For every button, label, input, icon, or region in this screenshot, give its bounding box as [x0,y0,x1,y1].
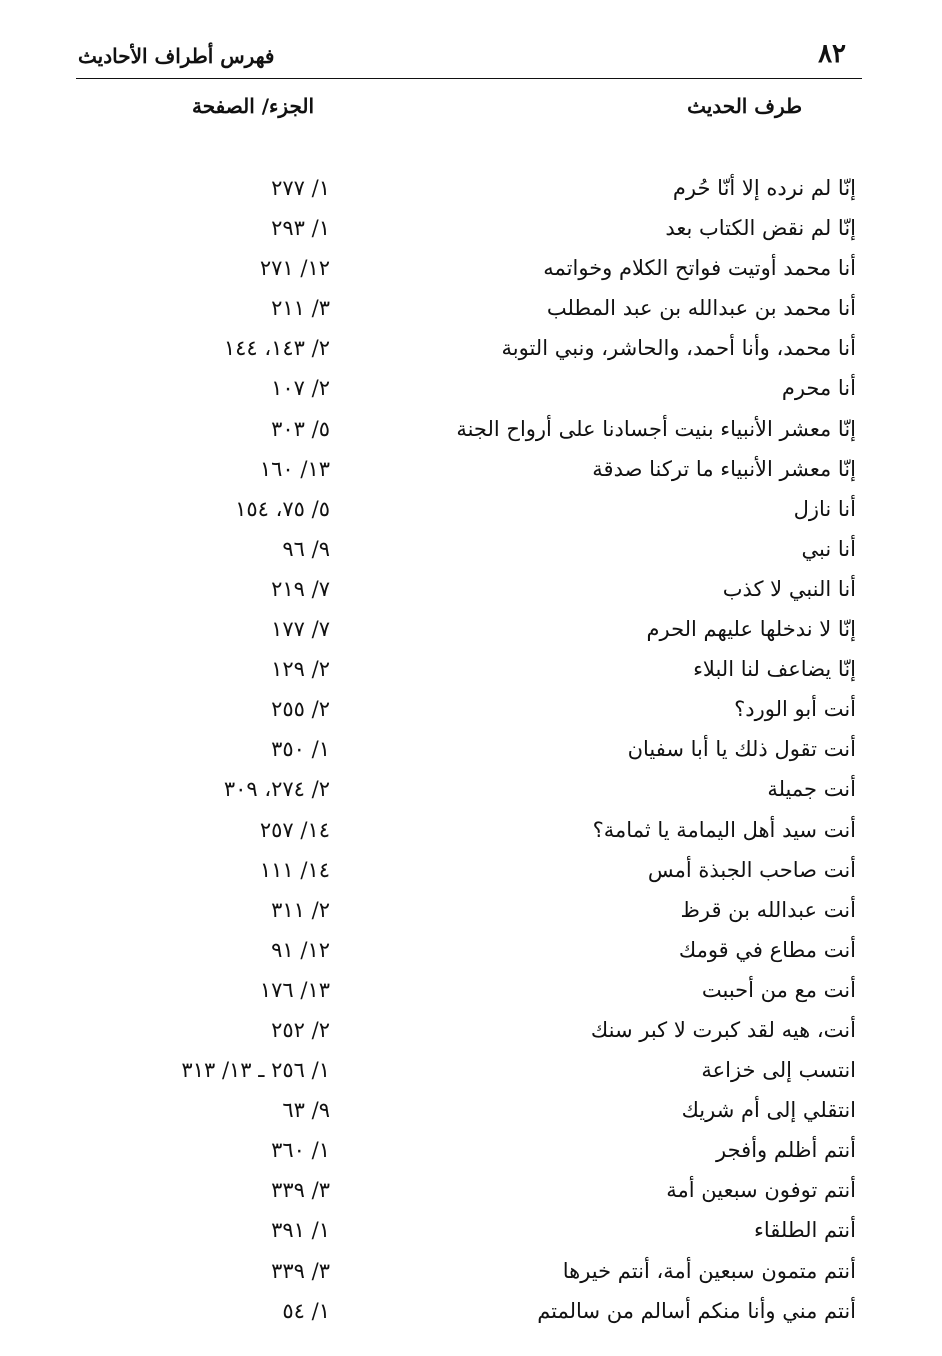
hadith-incipit: أنا محرم [781,376,856,401]
index-entry [0,769,942,809]
index-entry [0,609,942,649]
hadith-incipit: أنت عبدالله بن قرظ [680,897,856,922]
index-entry [0,1210,942,1250]
volume-page-reference: ٧/ ١٧٧ [271,617,330,642]
volume-page-reference: ٢/ ١٠٧ [271,376,330,401]
volume-page-reference: ١/ ٣٩١ [271,1218,330,1243]
index-entry [0,930,942,970]
index-entry [0,850,942,890]
hadith-incipit: إنّا لم نقض الكتاب بعد [665,216,856,241]
header-rule [76,78,862,79]
volume-page-reference: ٢/ ١٤٣، ١٤٤ [223,336,330,361]
index-entry [0,1010,942,1050]
index-entry [0,288,942,328]
hadith-incipit: أنت مطاع في قومك [678,937,856,962]
volume-page-reference: ١/ ٢٧٧ [271,176,330,200]
hadith-incipit: أنا محمد بن عبدالله بن عبد المطلب [546,296,856,321]
volume-page-reference: ١٤/ ١١١ [259,857,330,882]
hadith-incipit: انتقلي إلى أم شريك [681,1098,856,1123]
volume-page-reference: ٩/ ٩٦ [282,536,330,561]
page-number: ٨٢ [818,39,846,69]
hadith-incipit: أنتم توفون سبعين أمة [666,1178,856,1203]
hadith-incipit: أنا نازل [793,496,856,521]
index-entry [0,649,942,689]
volume-page-reference: ٢/ ٢٥٥ [271,697,330,722]
hadith-incipit: أنا نبي [801,536,856,561]
index-entry [0,1090,942,1130]
running-head [78,38,846,78]
hadith-incipit: أنت تقول ذلك يا أبا سفيان [627,737,856,762]
volume-page-reference: ١٤/ ٢٥٧ [259,817,330,842]
index-entry [0,890,942,930]
volume-page-reference: ١٢/ ٢٧١ [259,256,330,281]
volume-page-reference: ١٣/ ١٧٦ [259,977,330,1002]
volume-page-reference: ٥/ ٣٠٣ [271,416,330,441]
hadith-incipit: أنتم مني وأنا منكم أسالم من سالمتم [537,1298,856,1323]
hadith-incipit: أنت، هيه لقد كبرت لا كبر سنك [590,1017,856,1042]
hadith-incipit: إنّا معشر الأنبياء بنيت أجسادنا على أرواح الجنة [456,416,856,441]
volume-page-reference: ١٣/ ١٦٠ [259,456,330,481]
volume-page-reference: ١/ ٣٦٠ [271,1138,330,1163]
index-entry [0,729,942,769]
index-entry [0,168,942,208]
index-entry [0,810,942,850]
volume-page-reference: ٥/ ٧٥، ١٥٤ [235,496,330,521]
index-entry [0,689,942,729]
index-entry [0,529,942,569]
hadith-incipit: إنّا يضاعف لنا البلاء [693,657,856,682]
hadith-incipit: أنت جميلة [767,777,856,802]
index-entry [0,208,942,248]
hadith-incipit: إنّا معشر الأنبياء ما تركنا صدقة [592,456,856,481]
index-entry [0,328,942,368]
index-entry [0,1130,942,1170]
hadith-incipit: أنت أبو الورد؟ [734,697,856,722]
index-entry [0,449,942,489]
volume-page-reference: ٧/ ٢١٩ [271,576,330,601]
hadith-incipit: أنا محمد أوتيت فواتح الكلام وخواتمه [543,256,856,281]
hadith-incipit: أنا النبي لا كذب [722,576,856,601]
volume-page-reference: ١٢/ ٩١ [271,937,330,962]
volume-page-reference: ١/ ٣٥٠ [271,737,330,762]
volume-page-reference: ٢/ ٢٧٤، ٣٠٩ [223,777,330,802]
index-entry [0,970,942,1010]
index-entry [0,1291,942,1331]
volume-page-reference: ٩/ ٦٣ [282,1098,330,1123]
index-entry [0,248,942,288]
hadith-incipit: أنت مع من أحببت [701,977,856,1002]
volume-page-reference: ٢/ ١٢٩ [271,657,330,682]
volume-page-reference: ٣/ ٢١١ [271,296,330,321]
hadith-incipit: أنت سيد أهل اليمامة يا ثمامة؟ [592,817,856,842]
hadith-index-list [0,168,942,1331]
index-entry [0,569,942,609]
index-entry [0,409,942,449]
hadith-incipit: إنّا لم نرده إلا أنّا حُرم [672,176,856,200]
index-entry [0,489,942,529]
running-title: فهرس أطراف الأحاديث [78,44,275,68]
volume-page-reference: ٣/ ٣٣٩ [271,1258,330,1283]
volume-page-reference: ١/ ٢٩٣ [271,216,330,241]
hadith-incipit: أنتم متمون سبعين أمة، أنتم خيرها [562,1258,856,1283]
hadith-incipit: أنا محمد، وأنا أحمد، والحاشر، ونبي التوبة [501,336,856,361]
index-entry [0,1050,942,1090]
hadith-incipit: أنتم أظلم وأفجر [716,1138,856,1163]
volume-page-reference: ٢/ ٣١١ [271,897,330,922]
volume-page-reference: ٢/ ٢٥٢ [271,1017,330,1042]
hadith-incipit: إنّا لا ندخلها عليهم الحرم [646,617,856,642]
volume-page-reference: ١/ ٢٥٦ ـ ١٣/ ٣١٣ [181,1058,330,1083]
column-header-hadith: طرف الحديث [687,94,802,118]
index-entry [0,1170,942,1210]
index-entry [0,368,942,408]
column-headers [0,88,942,128]
column-header-reference: الجزء/ الصفحة [192,94,315,118]
hadith-incipit: أنتم الطلقاء [754,1218,856,1243]
volume-page-reference: ١/ ٥٤ [282,1298,330,1323]
hadith-incipit: انتسب إلى خزاعة [701,1058,856,1083]
volume-page-reference: ٣/ ٣٣٩ [271,1178,330,1203]
index-entry [0,1251,942,1291]
hadith-incipit: أنت صاحب الجبذة أمس [647,857,856,882]
